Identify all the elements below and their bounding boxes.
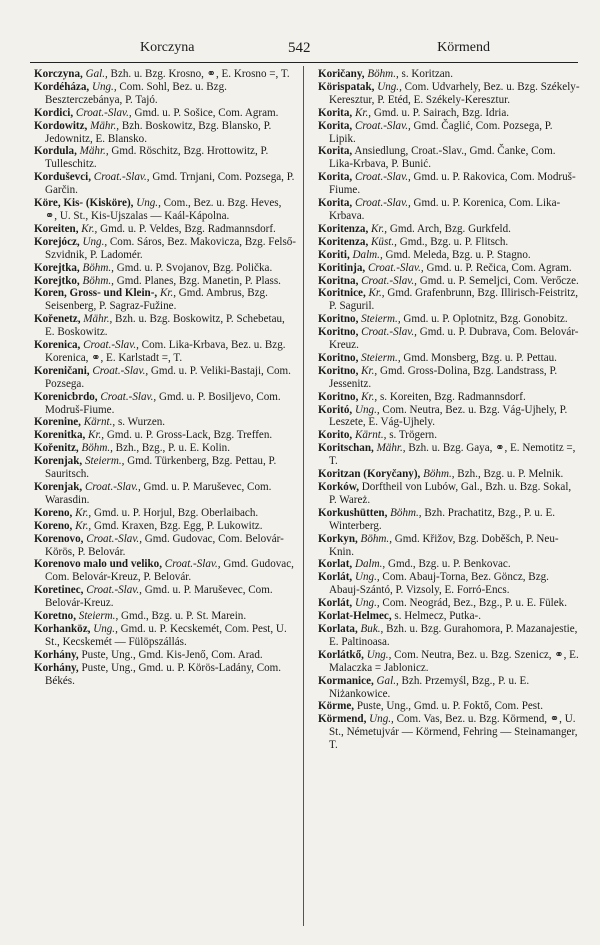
entry-text: Gmd. u. P. Horjul, Bzg. Oberlaibach. [93, 506, 259, 519]
entry-region: Ung., [369, 713, 394, 726]
entry-text: s. Koritzan. [401, 68, 453, 80]
entry-headword: Korkushütten, [318, 506, 388, 519]
entry-text: Gmd. Gross-Dolina, Bzg. Landstrass, P. Jessenitz. [329, 364, 558, 390]
entry-region: Böhm., [423, 468, 455, 481]
entry-headword: Korita, [318, 119, 353, 132]
gazetteer-entry [318, 275, 580, 288]
gazetteer-entry [34, 623, 296, 649]
entry-region: Kr., [75, 519, 92, 532]
gazetteer-entry [318, 223, 580, 236]
entry-text: Com. Neutra, Bez. u. Bzg. Szenicz, ⚭, E. Malaczka = Jablonicz. [329, 648, 579, 674]
entry-headword: Koritno, [318, 364, 359, 377]
entry-headword: Koritenza, [318, 222, 369, 235]
gazetteer-entry [318, 404, 580, 430]
entry-headword: Korenine, [34, 416, 81, 429]
gazetteer-entry [318, 571, 580, 597]
gazetteer-entry [34, 391, 296, 417]
gazetteer-entry [34, 81, 296, 107]
entry-region: Croat.-Slav., [83, 339, 139, 352]
entry-region: Steierm., [84, 455, 125, 468]
entry-text: Gmd. u. P. Sošice, Com. Agram. [134, 106, 279, 119]
gazetteer-entry [318, 558, 580, 571]
entry-text: Bzh. u. Bzg. Gaya, ⚭, E. Nemotitz =, T. [329, 442, 576, 468]
entry-headword: Koren, Gross- und Klein-, [34, 287, 158, 300]
gazetteer-entry [318, 120, 580, 146]
entry-region: Ung., [366, 648, 392, 661]
gazetteer-entry [34, 171, 296, 197]
entry-headword: Korlat-Helmec, [318, 610, 392, 623]
entry-headword: Korenovo malo und veliko, [34, 558, 163, 571]
entry-text: Com. Vas, Bez. u. Bzg. Körmend, ⚭, U. St., Németujvár — Körmend, Fehring — Steinamanger, T. [329, 713, 578, 752]
gazetteer-entry [34, 236, 296, 262]
entry-headword: Koritno, [318, 313, 359, 326]
gazetteer-entry [318, 171, 580, 197]
entry-headword: Korenica, [34, 339, 81, 352]
gazetteer-entry [318, 610, 580, 623]
gazetteer-entry [34, 339, 296, 365]
entry-text: Bzh. u. Bzg. Gurahomora, P. Mazanajestie, E. Paltinoasa. [329, 622, 578, 648]
entry-region: Ung., [354, 597, 380, 610]
gazetteer-entry [318, 442, 580, 468]
gazetteer-entry [318, 623, 580, 649]
gazetteer-entry [318, 391, 580, 404]
entry-headword: Kordula, [34, 145, 77, 158]
entry-headword: Koritna, [318, 274, 359, 287]
gazetteer-entry [34, 649, 296, 662]
gazetteer-entry [318, 326, 580, 352]
entry-headword: Koriti, [318, 248, 350, 261]
entry-text: Gmd. u. P. Sairach, Bzg. Idria. [373, 106, 510, 119]
entry-region: Dalm., [352, 248, 383, 261]
gazetteer-entry [318, 481, 580, 507]
entry-text: Gmd. Čaglić, Com. Pozsega, P. Lipik. [329, 119, 553, 145]
gazetteer-entry [34, 223, 296, 236]
entry-region: Steierm., [361, 313, 401, 326]
entry-headword: Korita, [318, 171, 353, 184]
entry-text: Gmd. u. P. Rakovica, Com. Modruš-Fiume. [329, 171, 576, 197]
entry-headword: Körmend, [318, 713, 367, 726]
entry-region: Croat.-Slav., [84, 481, 141, 493]
gazetteer-entry [34, 442, 296, 455]
gazetteer-entry [34, 416, 296, 429]
entry-text: Gmd. Arch, Bzg. Gurkfeld. [389, 222, 511, 235]
gazetteer-entry [34, 68, 296, 81]
entry-text: s. Trögern. [389, 429, 437, 442]
entry-headword: Kordowitz, [34, 119, 88, 132]
entry-region: Croat.-Slav., [92, 364, 149, 377]
entry-headword: Korlát, [318, 597, 353, 610]
entry-region: Küst., [371, 235, 397, 248]
entry-text: Bzh. u. Bzg. Krosno, ⚭, E. Krosno =, T. [110, 68, 290, 80]
gazetteer-entry [34, 481, 296, 507]
entry-headword: Korenovo, [34, 532, 84, 545]
gazetteer-entry [34, 275, 296, 288]
entry-region: Croat.-Slav., [361, 326, 417, 339]
entry-text: Gmd. u. P. Oplotnitz, Bzg. Gonobitz. [403, 313, 568, 326]
entry-headword: Koreničani, [34, 364, 90, 377]
entry-region: Steierm., [78, 610, 119, 623]
gazetteer-entry [318, 197, 580, 223]
entry-text: Gmd. Ambrus, Bzg. Seisenberg, P. Sagraz-Fužine. [45, 287, 268, 313]
gazetteer-entry [34, 120, 296, 146]
entry-headword: Kordéháza, [34, 80, 90, 93]
entry-headword: Koritschan, [318, 442, 374, 455]
gazetteer-entry [318, 713, 580, 752]
entry-headword: Korita, [318, 106, 353, 119]
entry-headword: Koritno, [318, 326, 359, 339]
entry-text: Puste, Ung., Gmd. Kis-Jenő, Com. Arad. [81, 648, 263, 661]
entry-headword: Koritno, [318, 390, 359, 403]
entry-region: Mähr., [376, 442, 406, 455]
entry-text: s. Koreiten, Bzg. Radmannsdorf. [379, 390, 526, 403]
entry-headword: Korkyn, [318, 532, 358, 545]
gazetteer-entry [34, 107, 296, 120]
gazetteer-entry [318, 597, 580, 610]
entry-headword: Korenjak, [34, 481, 83, 493]
entry-region: Croat.-Slav., [367, 261, 424, 274]
entry-text: Bzh., Bzg. u. P. Melnik. [457, 468, 564, 481]
column-divider [303, 66, 304, 926]
gazetteer-entry [34, 145, 296, 171]
entry-region: Croat.-Slav., [93, 171, 150, 184]
entry-headword: Koritó, [318, 403, 353, 416]
entry-headword: Korhanköz, [34, 622, 91, 635]
entry-headword: Koritno, [318, 351, 359, 364]
entry-region: Kr., [354, 106, 372, 119]
header-right-word: Körmend [437, 40, 490, 55]
entry-text: Com. Udvarhely, Bez. u. Bzg. Székely-Keresztur, P. Etéd, E. Székely-Keresztur. [329, 80, 580, 106]
entry-region: Croat.-Slav., [86, 584, 142, 597]
entry-text: Bzh., Bzg., P. u. E. Kolin. [115, 442, 230, 455]
entry-region: Ung., [136, 197, 161, 210]
entry-region: Croat.-Slav., [164, 558, 221, 571]
gazetteer-entry [318, 675, 580, 701]
entry-text: Gmd. Röschitz, Bzg. Hrottowitz, P. Tulleschitz. [45, 145, 269, 171]
gazetteer-entry [34, 520, 296, 533]
entry-text: Gmd. u. P. Veldes, Bzg. Radmannsdorf. [100, 222, 276, 235]
entry-text: Gmd. u. P. Maruševec, Com. Belovár-Kreuz. [45, 584, 273, 610]
gazetteer-entry [34, 197, 296, 223]
gazetteer-entry [34, 287, 296, 313]
entry-text: Gmd., Bzg. u. P. St. Marein. [121, 610, 247, 623]
gazetteer-entry [318, 700, 580, 713]
gazetteer-entry [34, 365, 296, 391]
entry-text: Gmd., Bzg. u. P. Flitsch. [399, 235, 509, 248]
gazetteer-entry [34, 610, 296, 623]
gazetteer-entry [318, 145, 580, 171]
gazetteer-entry [318, 236, 580, 249]
entry-region: Ung., [91, 80, 117, 93]
entry-region: Kr., [88, 429, 105, 442]
entry-text: Gmd. u. P. Maruševec, Com. Warasdin. [45, 481, 272, 506]
gazetteer-entry [318, 262, 580, 275]
entry-region: Ung., [354, 571, 380, 584]
entry-headword: Korduševci, [34, 171, 92, 184]
entry-headword: Korenjak, [34, 455, 83, 468]
entry-region: Croat.-Slav., [354, 171, 411, 184]
entry-region: Croat.-Slav., [75, 106, 132, 119]
entry-region: Böhm., [390, 506, 422, 519]
entry-text: s. Helmecz, Putka-. [394, 610, 481, 623]
entry-text: Gmd. u. P. Svojanov, Bzg. Polička. [116, 261, 273, 274]
entry-region: Croat.-Slav., [354, 197, 411, 210]
entry-text: Gmd. u. P. Dubrava, Com. Belovár-Kreuz. [329, 326, 579, 352]
entry-region: Buk., [360, 622, 384, 635]
entry-region: Kr., [361, 364, 378, 377]
entry-text: Gmd. u. P. Kecskemét, Com. Pest, U. St., Kecskemét — Fülöpszállás. [45, 622, 287, 648]
gazetteer-entry [318, 507, 580, 533]
entry-text: Ansiedlung, Croat.-Slav., Gmd. Čanke, Com. Lika-Krbava, P. Bunić. [329, 145, 556, 171]
entry-headword: Koritnice, [318, 287, 366, 300]
entry-text: Gmd. Monsberg, Bzg. u. P. Pettau. [403, 351, 557, 364]
entry-headword: Korhány, [34, 648, 79, 661]
entry-text: Com. Abauj-Torna, Bez. Göncz, Bzg. Abauj-Szántó, P. Vizsoly, E. Forró-Encs. [329, 571, 549, 597]
entry-region: Kärnt., [83, 416, 116, 429]
entry-region: Böhm., [82, 261, 114, 274]
entry-headword: Köre, Kis- (Kisköre), [34, 197, 134, 210]
entry-text: Gmd. Kraxen, Bzg. Egg, P. Lukowitz. [93, 519, 263, 532]
entry-text: Com. Sáros, Bez. Makovicza, Bzg. Felső-Szvidnik, P. Ladomér. [45, 235, 297, 261]
entry-text: Puste, Ung., Gmd. u. P. Foktő, Com. Pest. [356, 700, 543, 713]
entry-text: Gmd. u. P. Korenica, Com. Lika-Krbava. [329, 197, 561, 222]
gazetteer-entry [318, 287, 580, 313]
entry-headword: Körispatak, [318, 80, 375, 93]
header-left-word: Korczyna [140, 40, 195, 55]
entry-headword: Korlat, [318, 558, 353, 571]
entry-text: Gmd. u. P. Veliki-Bastaji, Com. Pozsega. [45, 364, 291, 390]
entry-region: Kärnt., [354, 429, 387, 442]
entry-headword: Korlátkő, [318, 648, 364, 661]
entry-text: Bzh. Boskowitz, Bzg. Blansko, P. Jedownitz, E. Blansko. [45, 119, 272, 145]
entry-region: Croat.-Slav., [361, 274, 417, 287]
entry-text: Gmd. Türkenberg, Bzg. Pettau, P. Sauritsch. [45, 455, 277, 481]
entry-region: Ung., [82, 235, 108, 248]
entry-region: Ung., [93, 622, 118, 635]
gazetteer-entry [318, 352, 580, 365]
gazetteer-entry [318, 107, 580, 120]
entry-region: Böhm., [367, 68, 399, 80]
entry-headword: Koričany, [318, 68, 365, 80]
entry-region: Ung., [377, 80, 402, 93]
gazetteer-entry [318, 81, 580, 107]
entry-region: Croat.-Slav., [86, 532, 142, 545]
entry-text: Gmd., Bzg. u. P. Benkovac. [387, 558, 511, 571]
entry-headword: Korejtko, [34, 274, 80, 287]
entry-region: Croat.-Slav., [354, 119, 411, 132]
entry-headword: Koritenza, [318, 235, 369, 248]
gazetteer-entry [34, 558, 296, 584]
entry-headword: Korlata, [318, 622, 358, 635]
entry-headword: Korenicbrdo, [34, 390, 98, 403]
entry-headword: Koritinja, [318, 261, 366, 274]
entry-region: Mähr., [79, 145, 109, 158]
gazetteer-entry [34, 455, 296, 481]
entry-headword: Koretinec, [34, 584, 84, 597]
gazetteer-entry [34, 533, 296, 559]
entry-headword: Kořenitz, [34, 442, 79, 455]
entry-region: Kr., [75, 506, 92, 519]
entry-region: Croat.-Slav., [100, 390, 157, 403]
entry-headword: Korejtka, [34, 261, 80, 274]
gazetteer-entry [318, 313, 580, 326]
gazetteer-entry [318, 365, 580, 391]
entry-headword: Korita, [318, 197, 353, 210]
entry-region: Dalm., [354, 558, 386, 571]
entry-region: Ung., [354, 403, 380, 416]
entry-text: Bzh. u. Bzg. Boskowitz, P. Schebetau, E. Boskowitz. [45, 313, 285, 339]
gazetteer-entry [34, 507, 296, 520]
entry-region: Kr., [371, 222, 388, 235]
entry-headword: Korenitka, [34, 429, 86, 442]
entry-region: Böhm., [360, 532, 392, 545]
entry-region: Böhm., [82, 274, 114, 287]
entry-text: Gmd. Trnjani, Com. Pozsega, P. Garčin. [45, 171, 295, 197]
gazetteer-entry [34, 429, 296, 442]
entry-text: Gmd. Planes, Bzg. Manetin, P. Plass. [116, 274, 281, 287]
entry-headword: Korhány, [34, 661, 79, 674]
gazetteer-entry [318, 468, 580, 481]
page-number: 542 [288, 40, 311, 56]
entry-headword: Korito, [318, 429, 353, 442]
left-column [34, 68, 296, 688]
gazetteer-entry [34, 313, 296, 339]
right-column [318, 68, 580, 752]
entry-text: Gmd. Křižov, Bzg. Doběšch, P. Neu-Knin. [329, 532, 559, 558]
entry-text: Gmd. Grafenbrunn, Bzg. Illirisch-Feistritz, P. Saguril. [329, 287, 579, 313]
entry-headword: Korlát, [318, 571, 353, 584]
entry-headword: Koreno, [34, 506, 73, 519]
entry-text: Com. Neográd, Bez., Bzg., P. u. E. Fülek. [382, 597, 567, 610]
entry-text: Gmd. Meleda, Bzg. u. P. Stagno. [385, 248, 531, 261]
entry-text: s. Wurzen. [117, 416, 166, 429]
entry-region: Mähr., [90, 119, 120, 132]
entry-headword: Korczyna, [34, 68, 83, 80]
entry-text: Gmd. u. P. Bosiljevo, Com. Modruš-Fiume. [45, 390, 281, 416]
entry-headword: Koreiten, [34, 222, 79, 235]
entry-region: Mähr., [83, 313, 113, 326]
entry-text: Gmd. u. P. Gross-Lack, Bzg. Treffen. [106, 429, 273, 442]
entry-headword: Koritzan (Koryčany), [318, 468, 421, 481]
page-header [30, 26, 578, 63]
entry-region: Kr., [361, 390, 378, 403]
entry-region: Kr., [368, 287, 385, 300]
gazetteer-entry [318, 429, 580, 442]
entry-region: Kr., [81, 222, 98, 235]
entry-headword: Koreno, [34, 519, 73, 532]
gazetteer-entry [34, 262, 296, 275]
entry-headword: Kormanice, [318, 674, 374, 687]
entry-text: Gmd. Gudovac, Com. Belovár-Kreuz, P. Belovár. [45, 558, 294, 584]
entry-text: Gmd. u. P. Semeljci, Com. Verőcze. [419, 274, 579, 287]
entry-headword: Kořenetz, [34, 313, 81, 326]
entry-text: Dorftheil von Lubów, Gal., Bzh. u. Bzg. Sokal, P. Wareż. [329, 481, 572, 506]
gazetteer-entry [318, 68, 580, 81]
entry-headword: Korita, [318, 145, 353, 158]
gazetteer-entry [318, 649, 580, 675]
entry-headword: Korejócz, [34, 235, 80, 248]
gazetteer-entry [318, 249, 580, 262]
entry-text: Bzh. Prachatitz, Bzg., P. u. E. Winterberg. [329, 506, 555, 532]
entry-headword: Koretno, [34, 610, 77, 623]
gazetteer-entry [34, 662, 296, 688]
entry-region: Steierm., [361, 351, 401, 364]
entry-text: Gmd. Gudovac, Com. Belovár-Körös, P. Belovár. [45, 532, 284, 558]
entry-text: Com. Sohl, Bez. u. Bzg. Beszterczebánya, P. Tajó. [45, 80, 227, 106]
entry-region: Böhm., [81, 442, 113, 455]
gazetteer-entry [318, 533, 580, 559]
entry-headword: Kordici, [34, 106, 74, 119]
entry-headword: Korków, [318, 481, 359, 493]
entry-text: Com. Neutra, Bez. u. Bzg. Vág-Ujhely, P. Leszete, E. Vág-Ujhely. [329, 403, 568, 429]
entry-region: Kr., [159, 287, 177, 300]
entry-headword: Körme, [318, 700, 355, 713]
entry-region: Gal., [85, 68, 108, 80]
entry-region: Gal., [376, 674, 399, 687]
entry-text: Com. Lika-Krbava, Bez. u. Bzg. Korenica, ⚭, E. Karlstadt =, T. [45, 339, 286, 364]
gazetteer-entry [34, 584, 296, 610]
entry-text: Com., Bez. u. Bzg. Heves, ⚭, U. St., Kis-Ujszalas — Kaál-Kápolna. [45, 197, 282, 222]
entry-text: Gmd. u. P. Rečica, Com. Agram. [426, 261, 572, 274]
entry-text: Bzh. Przemyśl, Bzg., P. u. E. Niżankowice. [329, 674, 530, 700]
entry-text: Puste, Ung., Gmd. u. P. Körös-Ladány, Com. Békés. [45, 661, 282, 687]
